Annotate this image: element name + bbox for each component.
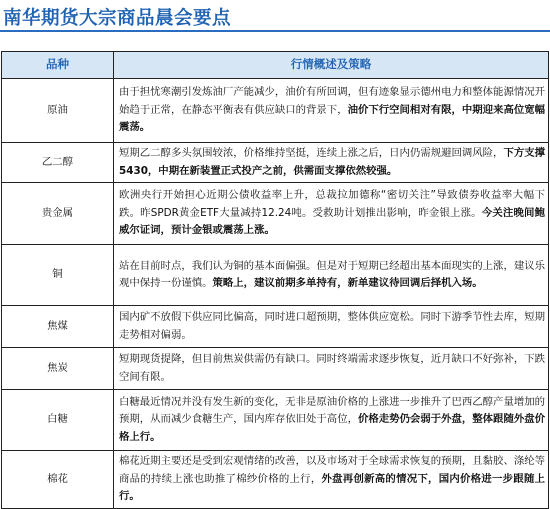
table-row <box>2 183 549 245</box>
commodity-strategy-table <box>1 51 549 509</box>
commodity-name: 白糖 <box>2 390 114 451</box>
description-text: 站在目前时点，我们认为铜的基本面偏强。但是对于短期已经超出基本面现实的上涨，建议乐观中保持一份谨慎。 <box>119 259 546 289</box>
commodity-description <box>114 451 549 509</box>
commodity-description <box>114 183 549 245</box>
commodity-name: 贵金属 <box>2 183 114 245</box>
description-text: 由于担忧寒潮引发炼油厂产能减少，油价有所回调，但有迹象显示德州电力和整体能源情况开始趋于正常，在静态平衡表有供应缺口的背景下， <box>119 86 546 116</box>
table-row <box>2 390 549 451</box>
strategy-text: 今关注晚间鲍威尔证词，预计金银或震荡上涨。 <box>119 206 546 237</box>
header-overview-strategy: 行情概述及策略 <box>114 52 549 79</box>
strategy-text: 外盘再创新高的情况下，国内价格进一步跟随上行。 <box>119 472 546 503</box>
commodity-name: 焦煤 <box>2 306 114 348</box>
strategy-text: 油价下行空间相对有限，中期迎来高位宽幅震荡。 <box>119 103 546 134</box>
table-row <box>2 348 549 390</box>
commodity-name: 棉花 <box>2 451 114 509</box>
strategy-text: 下方支撑5430，中期在新装置正式投产之前，供需面支撑依然较强。 <box>119 147 546 177</box>
header-commodity: 品种 <box>2 52 114 79</box>
commodity-description <box>114 390 549 451</box>
commodity-description <box>114 348 549 390</box>
description-text: 国内矿不放假下供应同比偏高，同时进口超预期，整体供应宽松。同时下游季节性去库，短期走势相对偏弱。 <box>119 311 546 341</box>
page-title: 南华期货大宗商品晨会要点 <box>3 8 232 29</box>
commodity-description <box>114 79 549 143</box>
commodity-description <box>114 245 549 306</box>
commodity-name: 焦炭 <box>2 348 114 390</box>
strategy-text: 价格走势仍会弱于外盘，整体跟随外盘价格上行。 <box>119 413 546 443</box>
table-row <box>2 306 549 348</box>
description-text: 短期现货提降，但目前焦炭供需仍有缺口。同时终端需求逐步恢复，近月缺口不好弥补，下跌空间有限。 <box>119 353 546 383</box>
description-text: 短期乙二醇多头氛围较浓，价格维持坚挺，连续上涨之后，日内仍需规避回调风险， <box>119 147 504 159</box>
description-text: 白糖最近情况并没有发生新的变化，无非是原油价格的上涨进一步推升了巴西乙醇产量增加的预期，从而减少食糖生产，国内库存依旧处于高位， <box>119 395 546 426</box>
commodity-description <box>114 306 549 348</box>
commodity-description <box>114 143 549 183</box>
description-text: 棉花近期主要还是受到宏观情绪的改善，以及市场对于全球需求恢复的预期，且黏胶、涤纶等商品的持续上涨也助推了棉纱价格的上行， <box>119 455 546 485</box>
commodity-name: 原油 <box>2 79 114 143</box>
commodity-name: 铜 <box>2 245 114 306</box>
table-header-row <box>2 52 549 79</box>
strategy-text: 策略上，建议前期多单持有，新单建议待回调后择机入场。 <box>212 277 483 289</box>
table-row <box>2 79 549 143</box>
table-row <box>2 143 549 183</box>
commodity-name: 乙二醇 <box>2 143 114 183</box>
title-divider <box>0 30 550 32</box>
table-row <box>2 245 549 306</box>
description-text: 欧洲央行开始担心近期公债收益率上升，总裁拉加德称“密切关注”导致债券收益率大幅下跌。昨SPDR黄金ETF大量减持12.24吨。受救助计划推出影响，昨金银上涨。 <box>119 189 545 219</box>
table-row <box>2 451 549 509</box>
